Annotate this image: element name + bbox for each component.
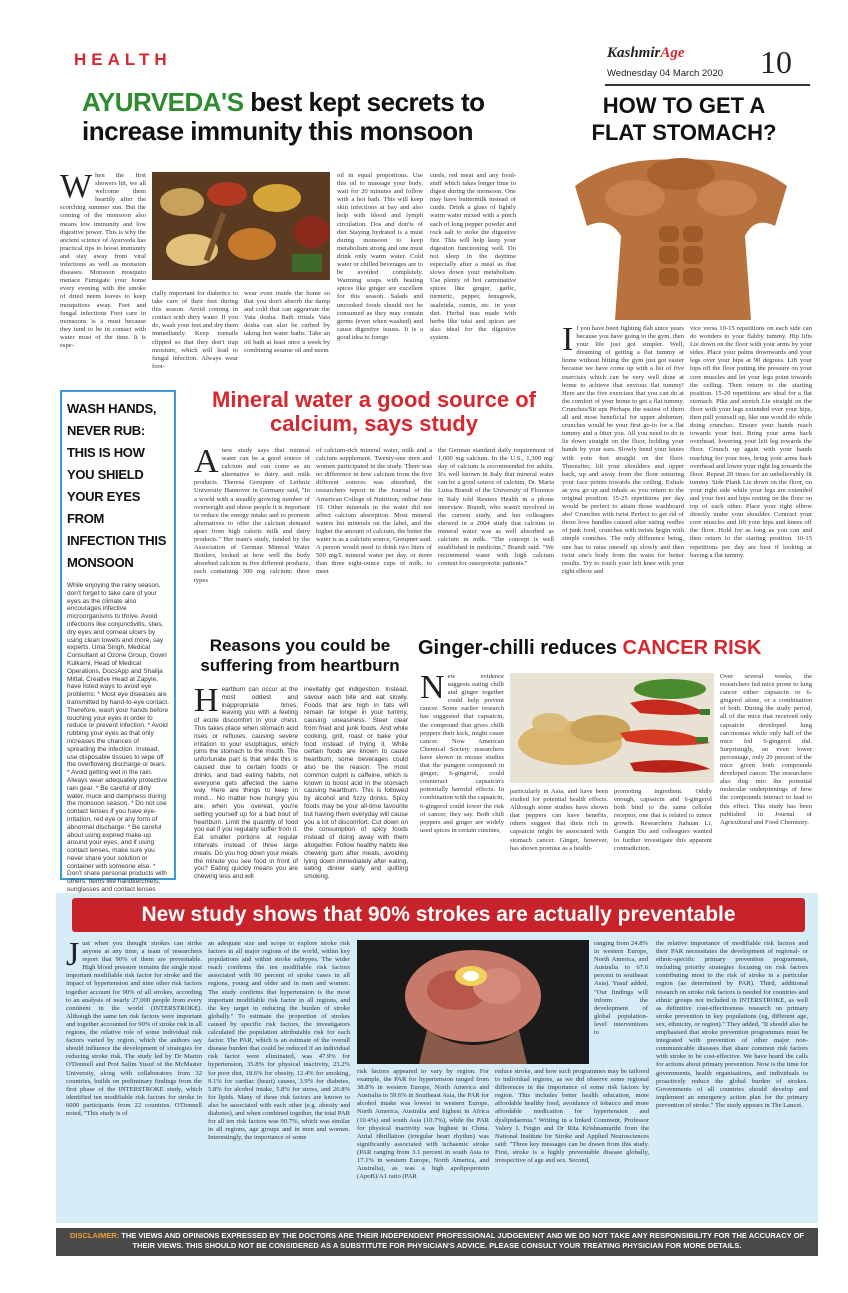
ayurveda-headline-green: AYURVEDA'S — [82, 87, 244, 117]
strokes-col4b: reduce stroke, and how such programmes may be tailored to individual regions, as we did observe some regional differences in the importance of some risk factors by region. This includes better health education, more affordable healthy food, avoidance of tobacco and more affordable medication for hypertension and dyslipidaemia." Writing in a linked Comment, Professor Valery L Feigin and Dr Rita Krishnamurthi from the National Institute for Stroke and Applied Neurosciences said: "Three key messages can be drawn from this study. First, stroke is a highly preventable disease globally, irrespective of age and sex. Second, — [495, 1068, 649, 1165]
heartburn-col1-text: eartburn can occur at the most oddest and inappropriate times, leaving you with a feeling of acute discomfort in your chest. This takes place when stomach acid rises or refluxes, causing severe irritation to your esophagus, which joins the stomach to the mouth. The unfortunate part is that while this is caused due to certain foods or drinks, and bad eating habits, not everyone gets affected the same way. Here are things to keep in mind... No matter how hungry you are, when you overeat, you're setting yourself up for a bad bout of heartburn. Limit the quantity of food you eat if you regularly suffer from it. Eat smaller portions at regular intervals instead of three large meals. Do you hog down your meals the minute you see food in front of you? Eating quickly means you are chewing less and will — [194, 686, 298, 881]
mineral-water-col3: the German standard daily requirement of 1,000 mg calcium. In the U.S., 1,300 mg/ day of calcium is recommended for adults. It's well known in Italy that mineral water can be a good source of calcium, Dr. Maria Luisa Brandi of the University of Florence in Italy told Reuters Health in a phone interview. Brandi, who wasn't involved in the current study, and her colleagues showed in a 2004 study that calcium in mineral water was as well absorbed as calcium in milk. "The concept is well established in medicine," Brandi said. "We recommend water with high calcium content for osteoporotic patients." — [438, 447, 554, 568]
disclaimer-text: THE VIEWS AND OPINIONS EXPRESSED BY THE DOCTORS ARE THEIR INDEPENDENT PROFESSIONAL JUDGEMENT AND WE DO NOT TAKE ANY RESPONSIBILITY FOR THE ACCURACY OF THEIR VIEWS. THIS SHOULD NOT BE CONSIDERED AS A SUBSTITUTE FOR PHYSICIAN'S ADVICE. PLEASE CONSULT YOUR TREATING PHYSICIAN FOR MORE DETAILS. — [119, 1231, 804, 1250]
ginger-headline-red: CANCER RISK — [622, 637, 762, 659]
section-label: HEALTH — [74, 50, 172, 69]
brand-age: Age — [660, 45, 685, 61]
ginger-chilli-photo — [510, 673, 714, 783]
abs-photo — [555, 146, 807, 320]
page-number: 10 — [760, 44, 792, 80]
ayurveda-dropcap: W — [60, 168, 93, 205]
heartburn-dropcap: H — [194, 682, 219, 719]
strokes-col1-text: ust when you thought strokes can strike anyone at any time, a team of researchers report that 90% of them are preventable. High blood pressure remains the single most important modifiable risk factor for stroke and the impact of hypertension and nine other risk factors together account for 90% of all strokes, according to an analysis of nearly 27,000 people from every continent in the world (INTERSTROKE). Although the same ten risk factors were important and together accounted for 90% of stroke risk in all regions, the relative role of some individual risk factors varied by region, which the authors say should influence the development of strategies for reducing stroke risk. The study led by Dr Martin O'Donnell and Prof Salim Yusuf of the McMaster University, along with collaborators from 32 countries, builds on preliminary findings from the first phase of the INTERSTROKE study, which identified ten modifiable risk factors for stroke in 6000 participants from 22 countries. O'Donnell noted, "This study is of — [66, 940, 202, 1117]
flat-stomach-col1-text: f you have been fighting flab since years because you have going to the gym, then your life just got simpler. Well, dreaming of getting a flat tummy at home without hitting the gym just got easier because we have come up with a list of five exercises which can be very well done at home to achieve that envious flat tummy! Here are the five exercises that you can do at the comfort of your home to get a flat tummy. Crunches/Sit ups Perhaps the easiest of them all and most beneficial for upper abdomen, crunches would be your first go-to for a flat tummy and a fitter you. All you need to do is lie down straight on the floor, holding your hands by your ears. Slowly bend your knees with your feet straight on the floor. Thereafter, lift your shoulders and upper back, up and away from the floor ensuring your face points towards the ceiling. Exhale as you go up and inhale as you return to the original position. 15-25 repetitions per day would be perfect to attain those washboard abs! Crunches with twist Perfect to get rid of those love handles caused after eating oodles of junk food, crunches with twists begin with simple crunches. The only difference being, one has to raise oneself up slowly and then twist one's body from the waist for better results. Try to touch your left knee with your right elbow and — [562, 325, 684, 575]
mineral-water-col1 — [194, 443, 310, 627]
ginger-col3: promoting ingredient. Oddly enough, capsaicin and 6-gingerol both bind to the same cellular receptor, one that is related to tumor growth. Researchers Jiahuan Li, Gangun Du and colleagues wanted to further investigate this apparent contradiction. — [614, 788, 712, 852]
disclaimer-label: DISCLAIMER: — [70, 1231, 120, 1240]
ayurveda-col2: oil in equal proportions. Use this oil to massage your body, wait for 20 minutes and follow with a hot bath. This will keep skin infections at bay and also help with blood and lymph circulation. Dos and don'ts of diet Staying hydrated is a must during monsoon to keep metabolism strong and one must drink only warm water. Cold water or chilled beverages are to be avoided completely. Warming soups with heating spices like ginger are excellent for this season. Salads and uncooked foods should not be consumed as they may contain germs (even when washed) and cause digestive issues. It is a good idea to forego — [337, 172, 423, 341]
mineral-water-dropcap: A — [194, 443, 219, 480]
spices-photo — [152, 172, 330, 280]
flat-stomach-headline-line1: HOW TO GET A — [602, 93, 766, 118]
mineral-water-col2: of calcium-rich mineral water, milk and a calcium supplement. Twenty-one men and women participated in the study. There was no difference in how calcium from the five different sources was absorbed, the researchers report in the Journal of the American College of Nutrition, online June 19. Other minerals in the water did not affect calcium absorption. Most mineral waters list minerals on the label, and the higher the amount of calcium, the better the water is as a calcium source, Greupner said. A person would need to drink two liters of 500 mg/L mineral water per day, or more than three eight-ounce cups of milk, to meet — [316, 447, 432, 576]
wash-hands-headline: WASH HANDS, NEVER RUB: THIS IS HOW YOU SHIELD YOUR EYES FROM INFECTION THIS MONSOON — [67, 401, 167, 570]
issue-date: Wednesday 04 March 2020 — [607, 68, 724, 79]
ayurveda-headline-rest: best kept secrets to — [243, 87, 485, 117]
heartburn-col1 — [194, 682, 298, 881]
flat-stomach-col1 — [562, 321, 684, 640]
heartburn-headline-line2: suffering from heartburn — [200, 656, 400, 675]
strokes-col3: risk factors appeared to vary by region. For example, the PAR for hypertension ranged from 38.8% in western Europe, North America and Australia to 59.6% in Southeast Asia, the PAR for alcohol intake was lowest in western Europe, North America, Australia and highest in Africa (10.4%) and south Asia (10.7%), while the PAR for physical inactivity was highest in China. Atrial fibrillation (irregular heart rhythm) was significantly associated with ischaemic stroke (PAR ranging from 3.1 percent in south Asia to 17.1% in western Europe, North America, and Australia), as was a high apolipoprotein (ApoB)/A1 ratio (PAR — [357, 1068, 489, 1181]
ayurveda-col1 — [60, 168, 146, 362]
ayurveda-headline — [82, 88, 552, 146]
masthead-rule — [605, 84, 810, 86]
masthead-brand — [607, 44, 685, 62]
ayurveda-col1c: wear even inside the home so that you don't absorb the damp and cold that can aggravate the Vata dosha. Bath rituals Vata dosha can also be curbed by taking hot water baths. Take an oil bath at least once a week by combining sesame oil and neem — [244, 290, 330, 354]
ginger-col1 — [420, 669, 504, 878]
mineral-water-headline: Mineral water a good source of calcium, says study — [212, 387, 536, 436]
heartburn-headline — [190, 636, 410, 676]
wash-hands-box — [60, 390, 176, 894]
heartburn-headline-line1: Reasons you could be — [209, 636, 391, 655]
flat-stomach-col2: vice versa 10-15 repetitions on each side can do wonders to your flabby tummy. Hip lifts Lie down on the floor with your arms by your sides. Place your palms downwards and your legs over your hips at 90 degrees. Lift your hips off the floor putting the pressure on your core muscles and let your legs point towards the ceiling. Then return to the starting position. 15-20 repetitions are ideal for a flat stomach. Pike and stretch Lie straight on the floor with your legs extended over your hips, then pull yourself up, like one would do while doing crunches. Ensure your hands reach towards your feet. Bring your arms back overhead, lowering your left leg towards the floor. Crunch up again with your hands reaching for your toes, bring your arms back overhead and lower your right leg towards the floor. Repeat 20 times for an unbelievably fit tummy. Side Plank Lie down on the floor, on your right side while your legs are extended and your feet and hips resting on the floor on top of each other. Place your right elbow directly under your shoulder. Contract your core muscles and lift your hips and knees off the floor. Hold for as long as you can and then return to the starting position. 10-15 repetitions per day are best if looking at having a flat tummy. — [690, 325, 812, 559]
wash-hands-body: While enjoying the rainy season, don't forget to take care of your eyes as the climate also encourages infective microorganisms to thrive. Avoid infections like conjunctivitis, sties, dry eyes and corneal ulcers by using clean towels and more, say experts. Uma Singh, Medical Consultant at Ozone Group, Gowri Kulkarni, Head of Medical Operations, DocsApp and Shailja Mittal, Creative Head at Zapyle, have listed ways to avoid eye problems: * Most eye diseases are transmitted by hand-to-eye contact. Therefore, wash your hands before touching your eyes in order to reduce or prevent infection. * Avoid rubbing your eyes as that only increases the chances of spreading the infection. Instead, use disposable tissues to wipe off the overflowing discharge or tears. * Avoid getting wet in the rain. Always wear adequately protective rain gear. * Be careful of dirty water, muck and dampness during the monsoon season. * Do not use contact lenses if you have eye-irritation, red eye or any form of abnormal discharge. * Be careful about using expired make-up around your eyes, and if using contact lenses, make sure you never share your solution or container with someone else. * Don't share personal products with others. Items like handkerchiefs, sunglasses and contact lenses — [67, 582, 169, 894]
flat-stomach-dropcap: I — [562, 321, 574, 358]
ayurveda-col3: curds, red meat and any food-stuff which takes longer time to digest during the monsoon. One may have buttermilk instead of curds. Drink a glass of lightly warm water mixed with a pinch each of long pepper powder and rock salt to stoke the digestive fire. This will help keep your digestion functioning well. Do not sleep in the daytime especially after a meal as that slows down your metabolism. Use plenty of hot carminative spices like ginger, garlic, turmeric, pepper, fenugreek, asafetida, cumin, etc. in your diet. Herbal teas made with herbs like tulsi and spices are also ideal for the digestive system. — [430, 172, 516, 341]
flat-stomach-headline-line2: FLAT STOMACH? — [591, 120, 777, 145]
strokes-col5: the relative importance of modifiable risk factors and their PAR necessitates the development of regional- or ethnic-specific primary prevention programmes, including priority strategies focusing on risk factors contributing most to the risk of stroke in a particular region (as determined by PAR). Third, additional research on stroke risk factors is needed for countries and ethnic groups not included in INTERSTROKE, as well as definitive cost-effectiveness research on primary stroke prevention in key populations (eg, different age, sex, ethnicity, or region)." They added, "It should also be emphasised that stroke prevention programmes must be integrated with prevention of other major non-communicable diseases that share common risk factors with stroke to be cost-effective. We have heard the calls for actions about primary prevention. Now is the time for governments, health organisations, and individuals to proactively reduce the global burden of strokes. Governments of all countries should develop and implement an emergency action plan for the primary prevention of stroke." The study appears in The Lancet. — [656, 940, 808, 1109]
ginger-headline — [418, 636, 818, 660]
mineral-water-col1-text: new study says that mineral water can be a good source of calcium and can come as an alternative to dairy and milk products. Theresa Greupner of Leibniz University Hannover in Germany said, "In a world with a steadily growing number of overweight and obese people it is important to reduce the energy intake and to promote alternatives to offer the calcium demand apart from high caloric milk and dairy products." Her team's study, funded by the Association of German Mineral Water Bottlers, looked at how well the body absorbed calcium in five different products, each containing 300 mg calcium: three types — [194, 447, 310, 584]
ginger-dropcap: N — [420, 669, 445, 706]
ayurveda-headline-line2: increase immunity this monsoon — [82, 116, 473, 146]
brain-photo — [357, 940, 589, 1064]
ginger-headline-black: Ginger-chilli reduces — [418, 637, 623, 659]
strokes-headline: New study shows that 90% strokes are actually preventable — [141, 903, 736, 926]
ginger-col4: Over several weeks, the researchers fed mice prone to lung cancer either capsaicin or 6- gingerol alone, or a combination of both. During the study period, all of the mice that received only capsaicin developed lung carcinomas while only half of the mice fed 6-gingerol did. Surprisingly, an even lower percentage, only 20 percent of the mice given both compounds developed cancer. The researchers also dug into the potential molecular underpinnings of how the compounds interact to lead to this effect. This study has been published in Journal of Agricultural and Food Chemistry. — [720, 673, 812, 826]
strokes-col4a: ranging from 24.8% in western Europe, North America, and Australia to 67.6 percent in southeast Asia). Yusuf added, "Our findings will inform the development of global population-level interventions to — [594, 940, 648, 1037]
strokes-col2: an adequate size and scope to explore stroke risk factors in all major regions of the world, within key populations and within stroke subtypes. The wider reach confirms the ten modifiable risk factors associated with 90 percent of stroke cases in all regions, young and older and in men and women. The study confirms that hypertension is the most important modifiable risk factor in all regions, and the key target in reducing the burden of stroke globally." To estimate the proportion of strokes caused by specific risk factors, the investigators calculated the population attributable risk for each factor. The PAR, which is an estimate of the overall disease burden that could be reduced if an individual risk factor were eliminated, was 47.9% for hypertension, 35.8% for physical inactivity, 23.2% for poor diet, 18.6% for obesity, 12.4% for smoking, 9.1% for cardiac (heart) causes, 3.9% for diabetes, 5.8% for alcohol intake, 5.8% for stress, and 26.8% for lipids. Many of these risk factors are known to also be associated with each other (e.g. obesity and diabetes), and when combined together, the total PAR for all ten risk factors was 90.7%, which was similar in all regions, age groups and in men and women. Interestingly, the importance of some — [208, 940, 350, 1142]
disclaimer-bar — [56, 1228, 818, 1256]
ayurveda-col1b: cially important for diabetics to take care of their feet during this season. Avoid coming in contact with dirty water. If you do, wash your feet and dry them immediately. Keep toenails clipped so that they don't trap moisture, which will lead to fungal infection. Always wear foot- — [152, 290, 238, 370]
strokes-col1 — [66, 936, 202, 1222]
flat-stomach-headline — [560, 92, 808, 146]
strokes-dropcap: J — [66, 936, 80, 973]
brand-kashmir: Kashmir — [607, 45, 661, 61]
ginger-col2: particularly in Asia, and have been studied for potential health effects. Although some studies have shown that peppers can have benefits, others suggest that diets rich in capsaicin might be associated with stomach cancer. Ginger, however, has shown promise as a health- — [510, 788, 608, 852]
ayurveda-col1-text: hen the first showers hit, we all welcome them heartily after the scorching summer sun. But the coming of the monsoon also means low immunity and low digestive power. This is why the ancient science of Ayurveda has practical tips to boost immunity and stay away from viral infections as well as monsoon diseases. Monsoon mosquito menace Fumigate your home every evening with the smoke of dried neem leaves to keep mosquitoes away. Feet and fungal infections Foot care in monsoons is a must because they tend to be in contact with water most of the time. It is espe- — [60, 172, 146, 349]
ginger-col1-text: ew evidence suggests eating chilli and ginger together could help prevent cancer. Some earlier research has suggested that capsaicin, the compound that gives chilli peppers their kick, might cause cancer. Now American Chemical Society researchers have shown in mouse studies that the pungent compound in ginger, 6-gingerol, could counteract capsaicin's potentially harmful effects. In combination with the capsaicin, 6-gingerol could lower the risk of cancer, they say. Both chili peppers and ginger are widely used spices in certain cuisines, — [420, 673, 504, 834]
heartburn-col2: inevitably get indigestion. Instead, savour each bite and eat slowly. Foods that are high in fats will remain far longer in your tummy, causing uneasiness. Steer clear from fried and junk foods. And while cooking, grill, roast or bake your food instead of frying it. While certain foods are known to cause heartburn, some beverages could also be the reason. The most common culprit is caffeine, which is known to boost acid in the stomach causing heartburn. This is followed by alcohol and fizzy drinks. Spicy foods may be your all-time favourite but having them everyday will cause you a lot of discomfort. Cut down on the consumption of spicy foods instead of doing away with them altogether. Follow healthy habits like chewing gum after meals, avoiding lying down immediately after eating, eating dinner early and quitting smoking. — [304, 686, 408, 881]
